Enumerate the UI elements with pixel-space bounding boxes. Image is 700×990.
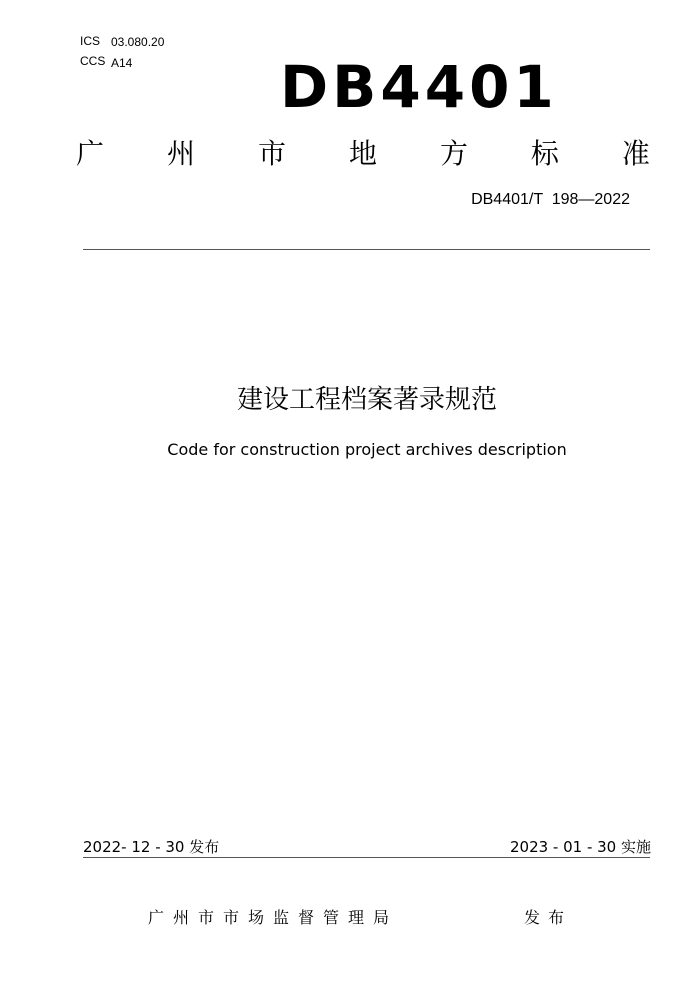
publish-date: 2022- 12 - 30 发布 xyxy=(83,838,220,856)
standard-number: DB4401/T 198—2022 xyxy=(471,191,630,208)
standard-type-char: 准 xyxy=(621,137,650,170)
standard-type-char: 地 xyxy=(348,137,377,170)
ics-label: ICS xyxy=(80,34,101,48)
header-divider xyxy=(83,249,650,250)
document-title-chinese: 建设工程档案著录规范 xyxy=(236,385,497,415)
ics-value: 03.080.20 xyxy=(111,35,165,49)
document-title-english: Code for construction project archives description xyxy=(167,440,567,459)
issuing-authority: 广州市市场监督管理局 xyxy=(148,908,399,927)
standard-type xyxy=(76,136,650,172)
standard-type-char: 方 xyxy=(439,137,468,170)
footer-divider xyxy=(83,857,650,858)
implement-date: 2023 - 01 - 30 实施 xyxy=(509,838,651,856)
standard-type-char: 标 xyxy=(530,137,559,170)
standard-logo: DB4401 xyxy=(280,53,558,121)
standard-type-char: 广 xyxy=(76,137,105,170)
issue-label: 发布 xyxy=(524,908,573,927)
standard-type-char: 州 xyxy=(166,137,195,170)
ccs-value: A14 xyxy=(111,56,133,70)
standard-type-char: 市 xyxy=(257,137,286,170)
ccs-label: CCS xyxy=(80,54,106,68)
